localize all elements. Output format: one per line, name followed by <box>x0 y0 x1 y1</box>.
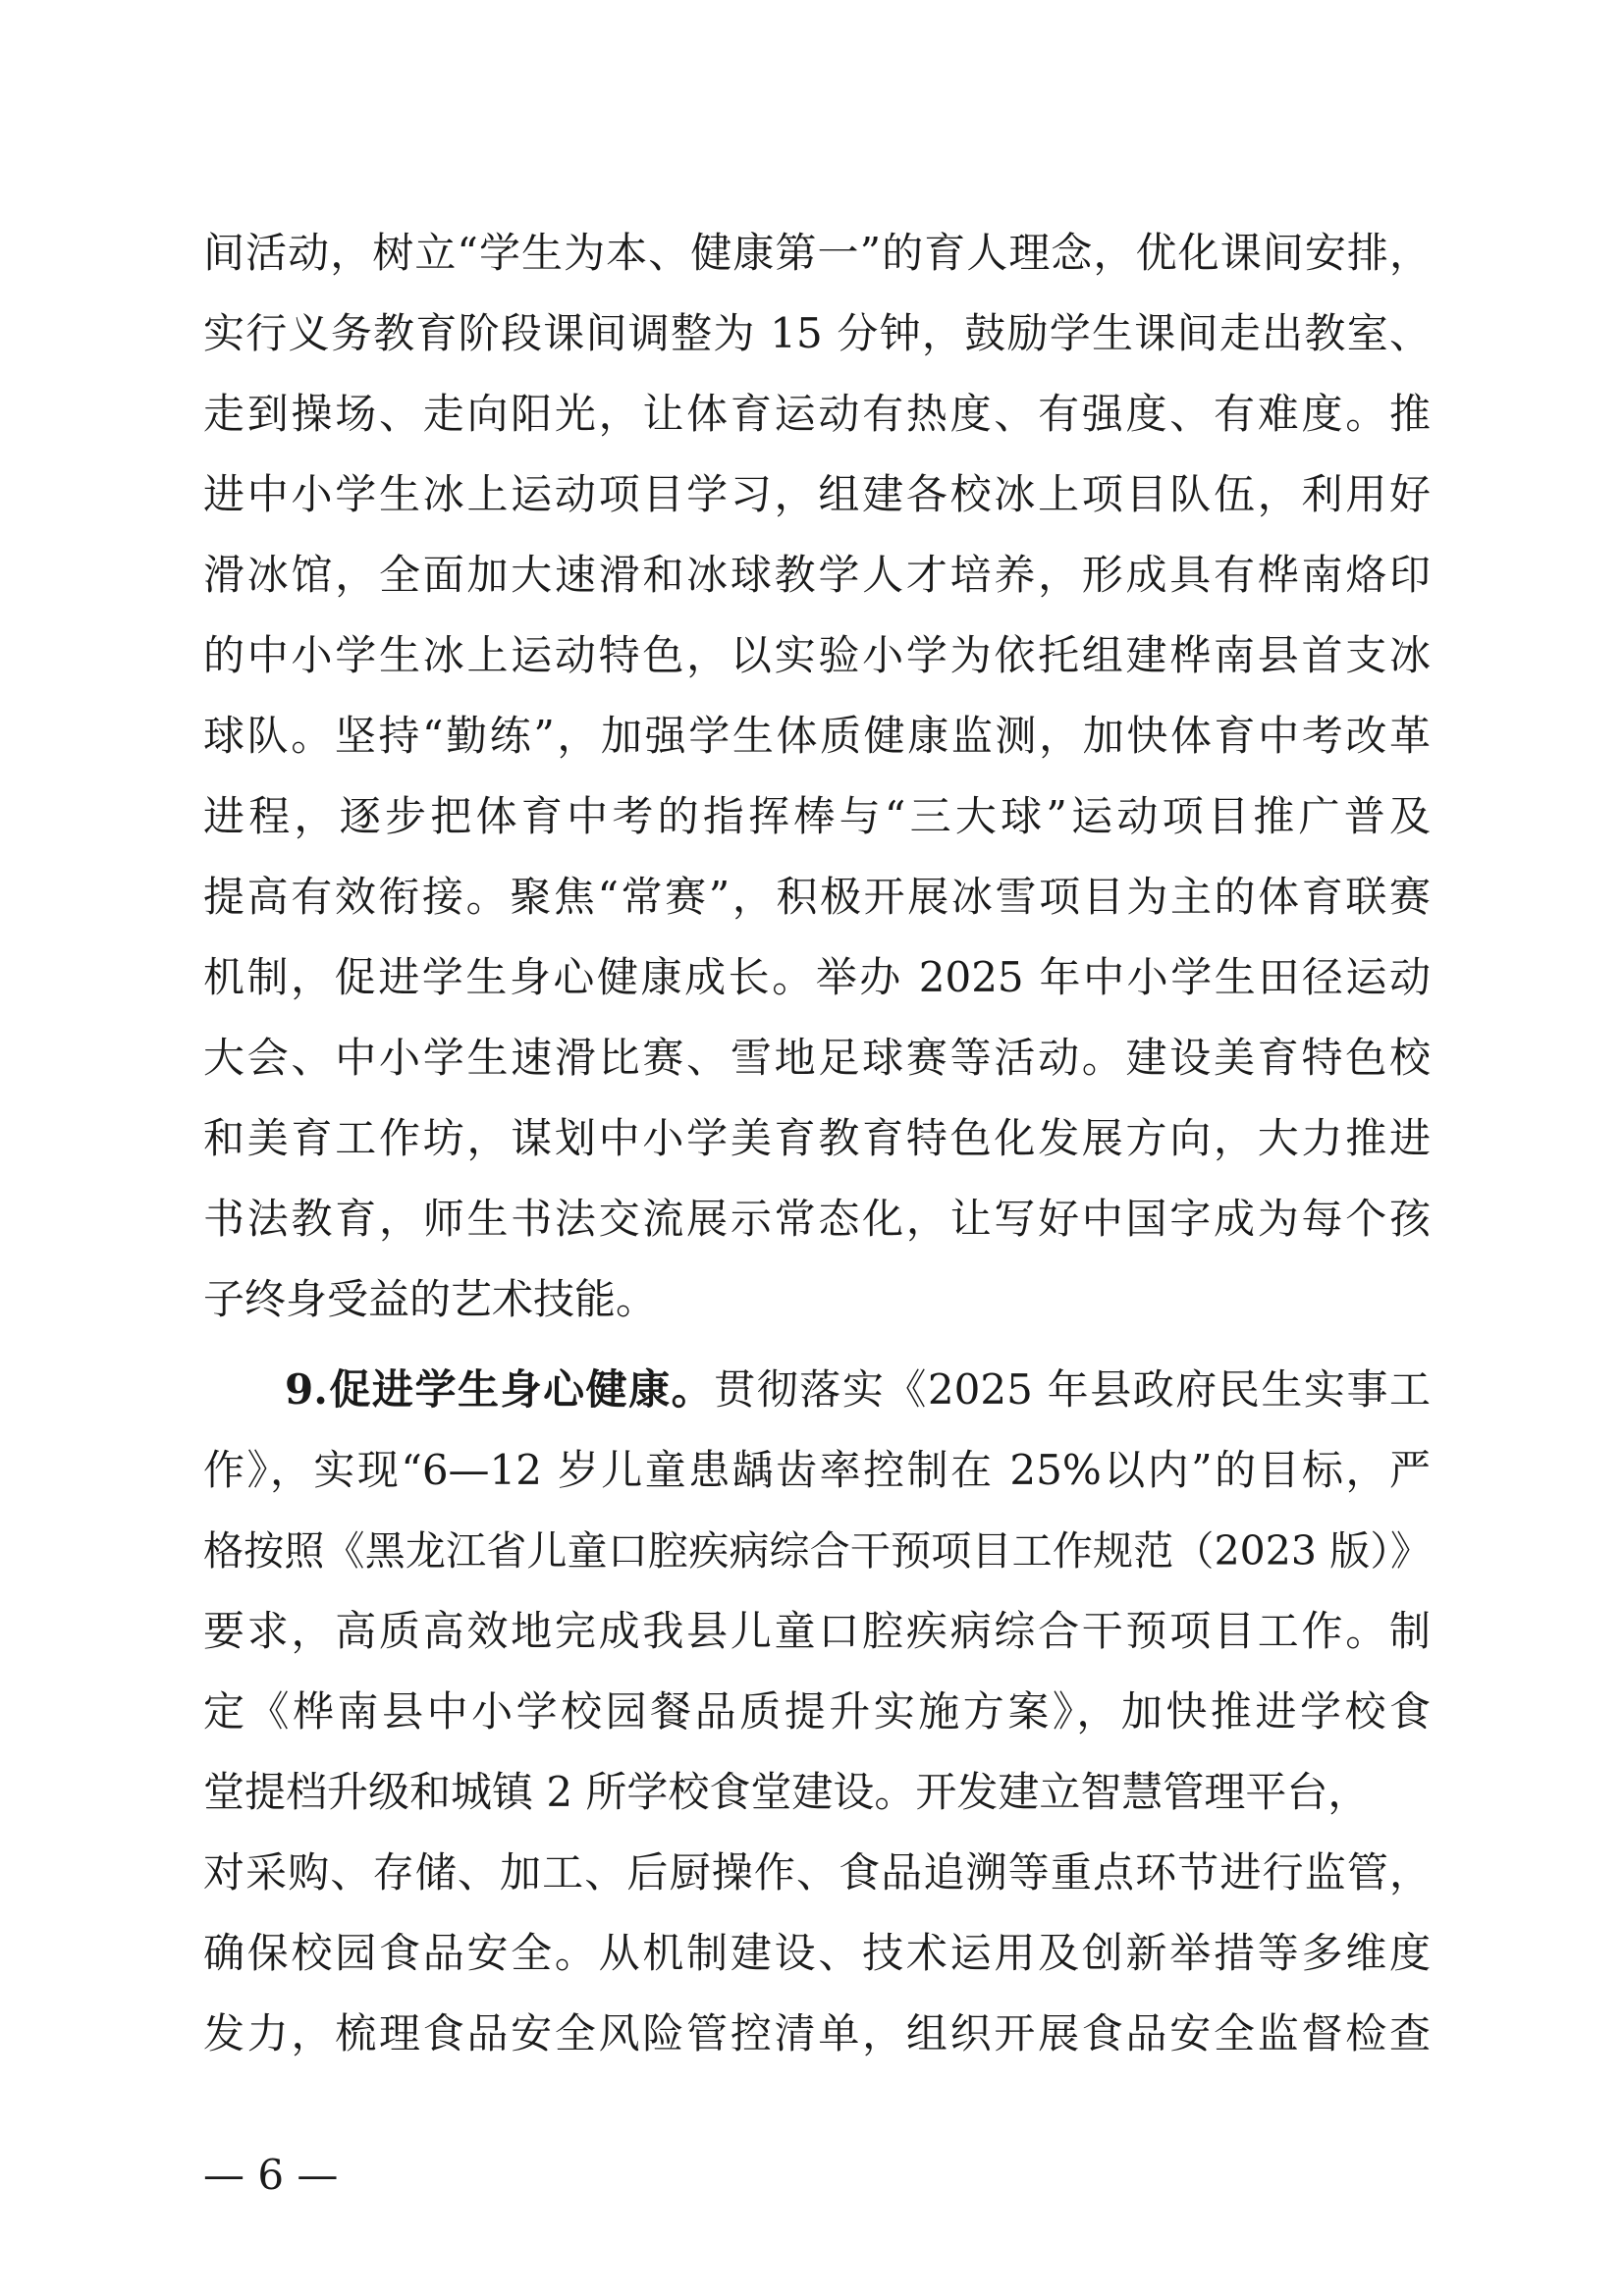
text-line: 子终身受益的艺术技能。 <box>203 1275 658 1323</box>
text-line: 大会、中小学生速滑比赛、雪地足球赛等活动。建设美育特色校 <box>203 1034 1431 1082</box>
text-line: 进程，逐步把体育中考的指挥棒与“三大球”运动项目推广普及 <box>203 792 1431 840</box>
text-line: 球队。坚持“勤练”，加强学生体质健康监测，加快体育中考改革 <box>203 712 1431 760</box>
text-line: 机制，促进学生身心健康成长。举办 2025 年中小学生田径运动 <box>203 953 1431 1001</box>
text-line: 实行义务教育阶段课间调整为 15 分钟，鼓励学生课间走出教室、 <box>203 309 1431 357</box>
text-line: 格按照《黑龙江省儿童口腔疾病综合干预项目工作规范（2023 版）》 <box>203 1527 1431 1575</box>
text-line: 的中小学生冰上运动特色，以实验小学为依托组建桦南县首支冰 <box>203 631 1431 679</box>
text-line: 走到操场、走向阳光，让体育运动有热度、有强度、有难度。推 <box>203 390 1431 438</box>
text-line: 作》，实现“6—12 岁儿童患龋齿率控制在 25%以内”的目标，严 <box>203 1446 1431 1494</box>
text-line: 发力，梳理食品安全风险管控清单，组织开展食品安全监督检查 <box>203 2009 1431 2057</box>
text-line: 提高有效衔接。聚焦“常赛”，积极开展冰雪项目为主的体育联赛 <box>203 873 1431 921</box>
text-line: 间活动，树立“学生为本、健康第一”的育人理念，优化课间安排， <box>203 229 1431 277</box>
text-line: 书法教育，师生书法交流展示常态化，让写好中国字成为每个孩 <box>203 1195 1431 1243</box>
text-run: 贯彻落实《2025 年县政府民生实事工 <box>714 1365 1431 1414</box>
text-line: 定《桦南县中小学校园餐品质提升实施方案》，加快推进学校食 <box>203 1687 1431 1735</box>
page-number: — 6 — <box>203 2151 339 2199</box>
text-line: 滑冰馆，全面加大速滑和冰球教学人才培养，形成具有桦南烙印 <box>203 551 1431 599</box>
text-line: 堂提档升级和城镇 2 所学校食堂建设。开发建立智慧管理平台， <box>203 1768 1370 1816</box>
text-line: 要求，高质高效地完成我县儿童口腔疾病综合干预项目工作。制 <box>203 1607 1431 1655</box>
section-heading: 9.促进学生身心健康。 <box>285 1365 715 1414</box>
text-line: 对采购、存储、加工、后厨操作、食品追溯等重点环节进行监管， <box>203 1848 1431 1896</box>
text-line: 确保校园食品安全。从机制建设、技术运用及创新举措等多维度 <box>203 1929 1431 1977</box>
paragraph-2-first-line <box>285 1361 1431 1419</box>
text-line: 进中小学生冰上运动项目学习，组建各校冰上项目队伍，利用好 <box>203 470 1431 518</box>
text-line: 和美育工作坊，谋划中小学美育教育特色化发展方向，大力推进 <box>203 1114 1431 1162</box>
